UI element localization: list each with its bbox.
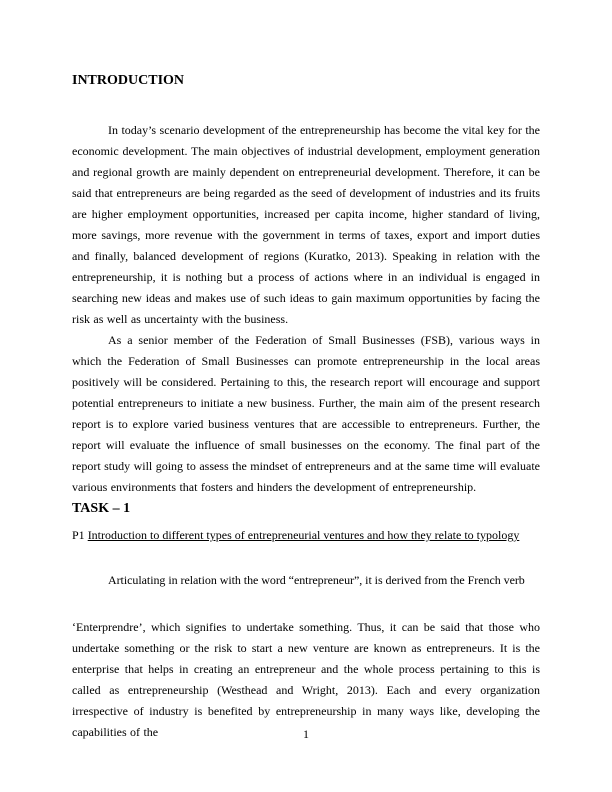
task1-paragraph-1: Articulating in relation with the word “entrepreneur”, it is derived from the French verb bbox=[108, 573, 525, 587]
p1-title: Introduction to different types of entrepreneurial ventures and how they relate to typology bbox=[87, 528, 520, 542]
page-number: 1 bbox=[303, 727, 309, 741]
page-footer bbox=[0, 727, 612, 741]
p1-label: P1 bbox=[72, 528, 85, 542]
subsection-title-p1 bbox=[72, 528, 540, 542]
intro-paragraph-2: As a senior member of the Federation of Small Businesses (FSB), various ways in which the Federation of Small Businesses can promote entrepreneurship in the local areas positively will be considered. Pertaining to this, the research report will encourage and support potential entrepreneurs to initiate a new business. Further, the main aim of the present research report is to explore varied business ventures that are accessible to entrepreneurs. Further, the report will evaluate the influence of small businesses on the economy. The final part of the report study will going to assess the mindset of entrepreneurs and at the same time will evaluate various environments that fosters and hinders the development of entrepreneurship. bbox=[72, 333, 540, 494]
intro-paragraph-1: In today’s scenario development of the entrepreneurship has become the vital key for the economic development. The main objectives of industrial development, employment generation and regional growth are mainly dependent on entrepreneurial development. Therefore, it can be said that entrepreneurs are being regarded as the seed of development of industries and its fruits are higher employment opportunities, increased per capita income, higher standard of living, more savings, more revenue with the government in terms of taxes, export and import duties and finally, balanced development of regions (Kuratko, 2013). Speaking in relation with the entrepreneurship, it is nothing but a process of actions where in an individual is engaged in searching new ideas and makes use of such ideas to gain maximum opportunities by facing the risk as well as uncertainty with the business. bbox=[72, 123, 540, 326]
section-heading-introduction: INTRODUCTION bbox=[72, 73, 185, 88]
task1-paragraph-2: ‘Enterprendre’, which signifies to undertake something. Thus, it can be said that those who undertake something or the risk to start a new venture are known as entrepreneurs. It is the enterprise that helps in creating an entrepreneur and the whole process pertaining to this is called as entrepreneurship (Westhead and Wright, 2013). Each and every organization irrespective of industry is benefited by entrepreneurship in many ways like, developing the capabilities of the bbox=[72, 620, 540, 739]
section-heading-task-1: TASK – 1 bbox=[72, 501, 131, 516]
